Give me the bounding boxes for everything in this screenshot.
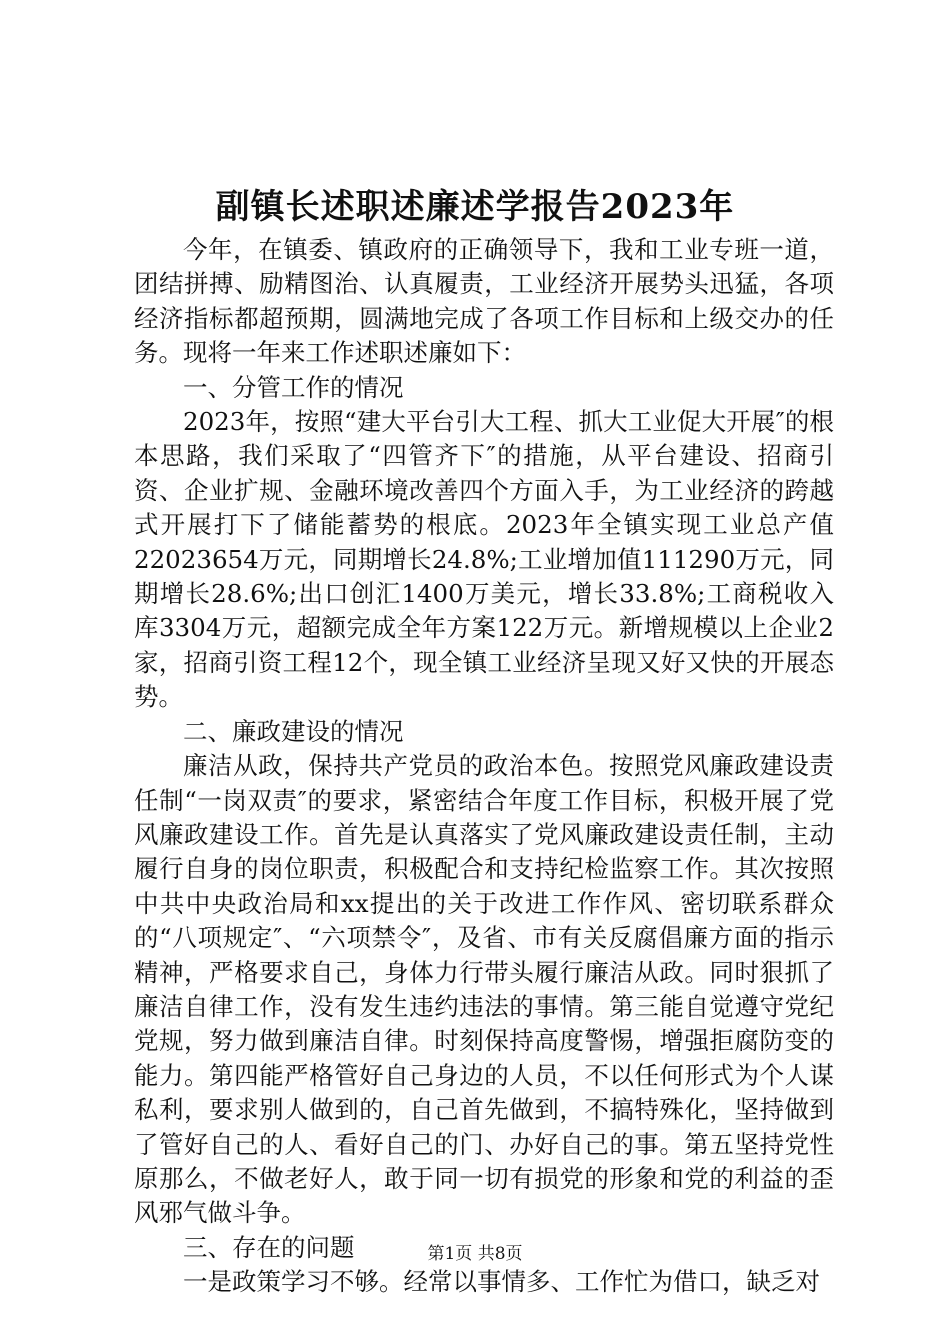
paragraph-work-situation: 2023年，按照“建大平台引大工程、抓大工业促大开展″的根本思路，我们采取了“四管齐下″的措施，从平台建设、招商引资、企业扩规、金融环境改善四个方面入手，为工业经济的跨越式开展打下了储能蓄势的根底。2023年全镇实现工业总产值22023654万元，同期增长24.8%;工业增加值111290万元，同期增长28.6%;出口创汇1400万美元，增长33.8%;工商税收入库3304万元，超额完成全年方案122万元。新增规模以上企业2家，招商引资工程12个，现全镇工业经济呈现又好又快的开展态势。	[134, 407, 834, 712]
page-number: 第1页 共8页	[427, 1244, 523, 1264]
paragraph-problems: 一是政策学习不够。经常以事情多、工作忙为借口，缺乏对	[183, 1267, 820, 1297]
document-title: 副镇长述职述廉述学报告2023年	[215, 187, 735, 227]
paragraph-integrity: 廉洁从政，保持共产党员的政治本色。按照党风廉政建设责任制“一岗双责″的要求，紧密结合年度工作目标，积极开展了党风廉政建设工作。首先是认真落实了党风廉政建设责任制，主动履行自身的岗位职责，积极配合和支持纪检监察工作。其次按照中共中央政治局和xx提出的关于改进工作作风、密切联系群众的“八项规定″、“六项禁令″，及省、市有关反腐倡廉方面的指示精神，严格要求自己，身体力行带头履行廉洁从政。同时狠抓了廉洁自律工作，没有发生违约违法的事情。第三能自觉遵守党纪党规，努力做到廉洁自律。时刻保持高度警惕，增强拒腐防变的能力。第四能严格管好自己身边的人员，不以任何形式为个人谋私利，要求别人做到的，自己首先做到，不搞特殊化，坚持做到了管好自己的人、看好自己的门、办好自己的事。第五坚持党性原那么，不做老好人，敢于同一切有损党的形象和党的利益的歪风邪气做斗争。	[134, 751, 834, 1228]
section-heading-2: 二、廉政建设的情况	[183, 716, 404, 746]
paragraph-intro: 今年，在镇委、镇政府的正确领导下，我和工业专班一道，团结拼搏、励精图治、认真履责，工业经济开展势头迅猛，各项经济指标都超预期，圆满地完成了各项工作目标和上级交办的任务。现将一年来工作述职述廉如下：	[134, 235, 834, 368]
section-heading-3: 三、存在的问题	[183, 1232, 355, 1262]
section-heading-1: 一、分管工作的情况	[183, 372, 404, 402]
document-body	[134, 233, 834, 1300]
